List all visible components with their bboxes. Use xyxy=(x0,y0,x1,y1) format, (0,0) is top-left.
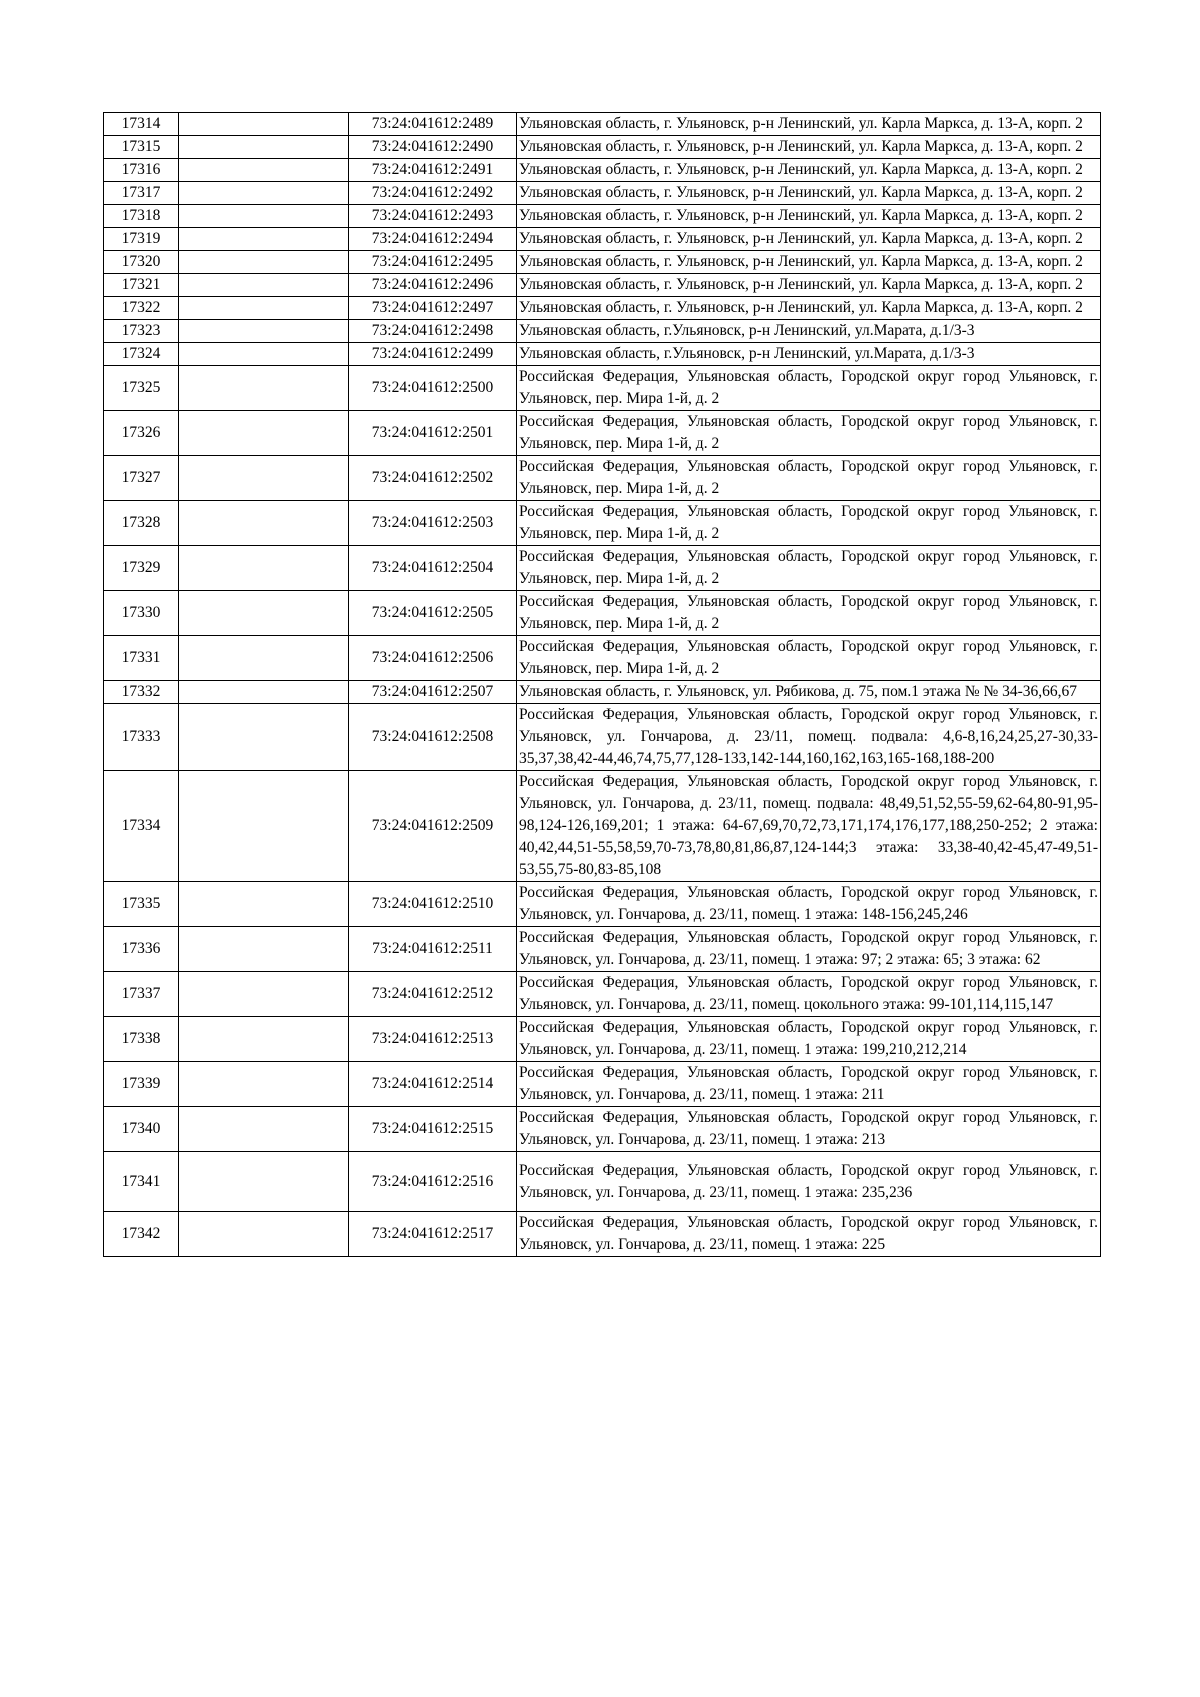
empty-cell xyxy=(179,136,349,159)
row-number-cell: 17317 xyxy=(104,182,179,205)
address-cell: Российская Федерация, Ульяновская область, Городской округ город Ульяновск, г. Ульяновск, пер. Мира 1-й, д. 2 xyxy=(517,591,1101,636)
address-cell: Ульяновская область, г. Ульяновск, р-н Ленинский, ул. Карла Маркса, д. 13-А, корп. 2 xyxy=(517,182,1101,205)
cadastral-number-cell: 73:24:041612:2515 xyxy=(349,1107,517,1152)
row-number-cell: 17319 xyxy=(104,228,179,251)
table-row xyxy=(104,1017,1101,1062)
cadastral-number-cell: 73:24:041612:2506 xyxy=(349,636,517,681)
cadastral-number-cell: 73:24:041612:2496 xyxy=(349,274,517,297)
empty-cell xyxy=(179,927,349,972)
cadastral-number-cell: 73:24:041612:2505 xyxy=(349,591,517,636)
row-number-cell: 17342 xyxy=(104,1212,179,1257)
cadastral-number-cell: 73:24:041612:2517 xyxy=(349,1212,517,1257)
cadastral-number-cell: 73:24:041612:2512 xyxy=(349,972,517,1017)
cadastral-number-cell: 73:24:041612:2494 xyxy=(349,228,517,251)
table-row xyxy=(104,1152,1101,1212)
empty-cell xyxy=(179,411,349,456)
row-number-cell: 17315 xyxy=(104,136,179,159)
address-cell: Российская Федерация, Ульяновская область, Городской округ город Ульяновск, г. Ульяновск, пер. Мира 1-й, д. 2 xyxy=(517,456,1101,501)
cadastral-number-cell: 73:24:041612:2489 xyxy=(349,113,517,136)
table-row xyxy=(104,274,1101,297)
table-row xyxy=(104,1062,1101,1107)
empty-cell xyxy=(179,297,349,320)
address-cell: Российская Федерация, Ульяновская область, Городской округ город Ульяновск, г. Ульяновск, ул. Гончарова, д. 23/11, помещ. цокольного этажа: 99-101,114,115,147 xyxy=(517,972,1101,1017)
empty-cell xyxy=(179,228,349,251)
address-cell: Ульяновская область, г. Ульяновск, р-н Ленинский, ул. Карла Маркса, д. 13-А, корп. 2 xyxy=(517,136,1101,159)
table-row xyxy=(104,771,1101,882)
empty-cell xyxy=(179,182,349,205)
address-cell: Российская Федерация, Ульяновская область, Городской округ город Ульяновск, г. Ульяновск, ул. Гончарова, д. 23/11, помещ. подвала: 4,6-8,16,24,25,27-30,33-35,37,38,42-44,46,74,75,77,128-133,142-144,160,162,163,165-168,188-200 xyxy=(517,704,1101,771)
row-number-cell: 17334 xyxy=(104,771,179,882)
address-cell: Российская Федерация, Ульяновская область, Городской округ город Ульяновск, г. Ульяновск, пер. Мира 1-й, д. 2 xyxy=(517,546,1101,591)
row-number-cell: 17316 xyxy=(104,159,179,182)
empty-cell xyxy=(179,1152,349,1212)
table-row xyxy=(104,205,1101,228)
cadastral-number-cell: 73:24:041612:2514 xyxy=(349,1062,517,1107)
row-number-cell: 17327 xyxy=(104,456,179,501)
address-cell: Российская Федерация, Ульяновская область, Городской округ город Ульяновск, г. Ульяновск, ул. Гончарова, д. 23/11, помещ. подвала: 48,49,51,52,55-59,62-64,80-91,95-98,124-126,169,201; 1 этажа: 64-67,69,70,72,73,171,174,176,177,188,250-252; 2 этажа: 40,42,44,51-55,58,59,70-73,78,80,81,86,87,124-144;3 этажа: 33,38-40,42-45,47-49,51-53,55,75-80,83-85,108 xyxy=(517,771,1101,882)
address-cell: Ульяновская область, г. Ульяновск, р-н Ленинский, ул. Карла Маркса, д. 13-А, корп. 2 xyxy=(517,205,1101,228)
table-row xyxy=(104,343,1101,366)
empty-cell xyxy=(179,1062,349,1107)
cadastral-number-cell: 73:24:041612:2516 xyxy=(349,1152,517,1212)
address-cell: Ульяновская область, г. Ульяновск, р-н Ленинский, ул. Карла Маркса, д. 13-А, корп. 2 xyxy=(517,228,1101,251)
cadastral-number-cell: 73:24:041612:2504 xyxy=(349,546,517,591)
empty-cell xyxy=(179,636,349,681)
table-row xyxy=(104,636,1101,681)
cadastral-number-cell: 73:24:041612:2510 xyxy=(349,882,517,927)
table-row xyxy=(104,972,1101,1017)
cadastral-number-cell: 73:24:041612:2490 xyxy=(349,136,517,159)
row-number-cell: 17337 xyxy=(104,972,179,1017)
table-row xyxy=(104,704,1101,771)
cadastral-number-cell: 73:24:041612:2493 xyxy=(349,205,517,228)
empty-cell xyxy=(179,1107,349,1152)
row-number-cell: 17335 xyxy=(104,882,179,927)
address-cell: Ульяновская область, г. Ульяновск, р-н Ленинский, ул. Карла Маркса, д. 13-А, корп. 2 xyxy=(517,113,1101,136)
row-number-cell: 17332 xyxy=(104,681,179,704)
address-cell: Российская Федерация, Ульяновская область, Городской округ город Ульяновск, г. Ульяновск, ул. Гончарова, д. 23/11, помещ. 1 этажа: 213 xyxy=(517,1107,1101,1152)
cadastral-number-cell: 73:24:041612:2492 xyxy=(349,182,517,205)
row-number-cell: 17330 xyxy=(104,591,179,636)
row-number-cell: 17339 xyxy=(104,1062,179,1107)
cadastral-number-cell: 73:24:041612:2507 xyxy=(349,681,517,704)
table-row xyxy=(104,882,1101,927)
row-number-cell: 17321 xyxy=(104,274,179,297)
address-cell: Ульяновская область, г.Ульяновск, р-н Ленинский, ул.Марата, д.1/3-3 xyxy=(517,320,1101,343)
table-row xyxy=(104,411,1101,456)
empty-cell xyxy=(179,113,349,136)
registry-table xyxy=(103,112,1101,1257)
empty-cell xyxy=(179,320,349,343)
empty-cell xyxy=(179,1017,349,1062)
empty-cell xyxy=(179,1212,349,1257)
empty-cell xyxy=(179,274,349,297)
address-cell: Российская Федерация, Ульяновская область, Городской округ город Ульяновск, г. Ульяновск, ул. Гончарова, д. 23/11, помещ. 1 этажа: 148-156,245,246 xyxy=(517,882,1101,927)
cadastral-number-cell: 73:24:041612:2511 xyxy=(349,927,517,972)
cadastral-number-cell: 73:24:041612:2497 xyxy=(349,297,517,320)
table-row xyxy=(104,927,1101,972)
cadastral-number-cell: 73:24:041612:2501 xyxy=(349,411,517,456)
table-row xyxy=(104,1107,1101,1152)
empty-cell xyxy=(179,681,349,704)
table-row xyxy=(104,591,1101,636)
address-cell: Российская Федерация, Ульяновская область, Городской округ город Ульяновск, г. Ульяновск, ул. Гончарова, д. 23/11, помещ. 1 этажа: 235,236 xyxy=(517,1152,1101,1212)
row-number-cell: 17314 xyxy=(104,113,179,136)
row-number-cell: 17318 xyxy=(104,205,179,228)
address-cell: Российская Федерация, Ульяновская область, Городской округ город Ульяновск, г. Ульяновск, ул. Гончарова, д. 23/11, помещ. 1 этажа: 225 xyxy=(517,1212,1101,1257)
address-cell: Ульяновская область, г. Ульяновск, р-н Ленинский, ул. Карла Маркса, д. 13-А, корп. 2 xyxy=(517,297,1101,320)
table-row xyxy=(104,113,1101,136)
row-number-cell: 17338 xyxy=(104,1017,179,1062)
empty-cell xyxy=(179,456,349,501)
empty-cell xyxy=(179,159,349,182)
address-cell: Российская Федерация, Ульяновская область, Городской округ город Ульяновск, г. Ульяновск, пер. Мира 1-й, д. 2 xyxy=(517,636,1101,681)
table-row xyxy=(104,182,1101,205)
row-number-cell: 17340 xyxy=(104,1107,179,1152)
empty-cell xyxy=(179,546,349,591)
cadastral-number-cell: 73:24:041612:2491 xyxy=(349,159,517,182)
cadastral-number-cell: 73:24:041612:2503 xyxy=(349,501,517,546)
cadastral-number-cell: 73:24:041612:2499 xyxy=(349,343,517,366)
table-row xyxy=(104,251,1101,274)
row-number-cell: 17328 xyxy=(104,501,179,546)
empty-cell xyxy=(179,771,349,882)
row-number-cell: 17333 xyxy=(104,704,179,771)
empty-cell xyxy=(179,366,349,411)
registry-table-body xyxy=(104,113,1101,1257)
empty-cell xyxy=(179,882,349,927)
table-row xyxy=(104,366,1101,411)
row-number-cell: 17324 xyxy=(104,343,179,366)
cadastral-number-cell: 73:24:041612:2509 xyxy=(349,771,517,882)
table-row xyxy=(104,501,1101,546)
table-row xyxy=(104,297,1101,320)
cadastral-number-cell: 73:24:041612:2513 xyxy=(349,1017,517,1062)
address-cell: Ульяновская область, г. Ульяновск, ул. Рябикова, д. 75, пом.1 этажа № № 34-36,66,67 xyxy=(517,681,1101,704)
cadastral-number-cell: 73:24:041612:2495 xyxy=(349,251,517,274)
address-cell: Российская Федерация, Ульяновская область, Городской округ город Ульяновск, г. Ульяновск, ул. Гончарова, д. 23/11, помещ. 1 этажа: 211 xyxy=(517,1062,1101,1107)
row-number-cell: 17341 xyxy=(104,1152,179,1212)
row-number-cell: 17322 xyxy=(104,297,179,320)
address-cell: Ульяновская область, г.Ульяновск, р-н Ленинский, ул.Марата, д.1/3-3 xyxy=(517,343,1101,366)
table-row xyxy=(104,159,1101,182)
empty-cell xyxy=(179,501,349,546)
address-cell: Российская Федерация, Ульяновская область, Городской округ город Ульяновск, г. Ульяновск, пер. Мира 1-й, д. 2 xyxy=(517,501,1101,546)
empty-cell xyxy=(179,251,349,274)
table-row xyxy=(104,228,1101,251)
empty-cell xyxy=(179,972,349,1017)
row-number-cell: 17336 xyxy=(104,927,179,972)
row-number-cell: 17320 xyxy=(104,251,179,274)
table-row xyxy=(104,456,1101,501)
row-number-cell: 17329 xyxy=(104,546,179,591)
empty-cell xyxy=(179,704,349,771)
cadastral-number-cell: 73:24:041612:2498 xyxy=(349,320,517,343)
address-cell: Ульяновская область, г. Ульяновск, р-н Ленинский, ул. Карла Маркса, д. 13-А, корп. 2 xyxy=(517,274,1101,297)
cadastral-number-cell: 73:24:041612:2500 xyxy=(349,366,517,411)
cadastral-number-cell: 73:24:041612:2508 xyxy=(349,704,517,771)
address-cell: Российская Федерация, Ульяновская область, Городской округ город Ульяновск, г. Ульяновск, пер. Мира 1-й, д. 2 xyxy=(517,411,1101,456)
empty-cell xyxy=(179,205,349,228)
table-row xyxy=(104,1212,1101,1257)
row-number-cell: 17325 xyxy=(104,366,179,411)
address-cell: Ульяновская область, г. Ульяновск, р-н Ленинский, ул. Карла Маркса, д. 13-А, корп. 2 xyxy=(517,159,1101,182)
table-row xyxy=(104,136,1101,159)
table-row xyxy=(104,681,1101,704)
table-row xyxy=(104,320,1101,343)
address-cell: Ульяновская область, г. Ульяновск, р-н Ленинский, ул. Карла Маркса, д. 13-А, корп. 2 xyxy=(517,251,1101,274)
row-number-cell: 17323 xyxy=(104,320,179,343)
row-number-cell: 17326 xyxy=(104,411,179,456)
address-cell: Российская Федерация, Ульяновская область, Городской округ город Ульяновск, г. Ульяновск, ул. Гончарова, д. 23/11, помещ. 1 этажа: 199,210,212,214 xyxy=(517,1017,1101,1062)
address-cell: Российская Федерация, Ульяновская область, Городской округ город Ульяновск, г. Ульяновск, пер. Мира 1-й, д. 2 xyxy=(517,366,1101,411)
empty-cell xyxy=(179,343,349,366)
empty-cell xyxy=(179,591,349,636)
table-row xyxy=(104,546,1101,591)
cadastral-number-cell: 73:24:041612:2502 xyxy=(349,456,517,501)
row-number-cell: 17331 xyxy=(104,636,179,681)
address-cell: Российская Федерация, Ульяновская область, Городской округ город Ульяновск, г. Ульяновск, ул. Гончарова, д. 23/11, помещ. 1 этажа: 97; 2 этажа: 65; 3 этажа: 62 xyxy=(517,927,1101,972)
